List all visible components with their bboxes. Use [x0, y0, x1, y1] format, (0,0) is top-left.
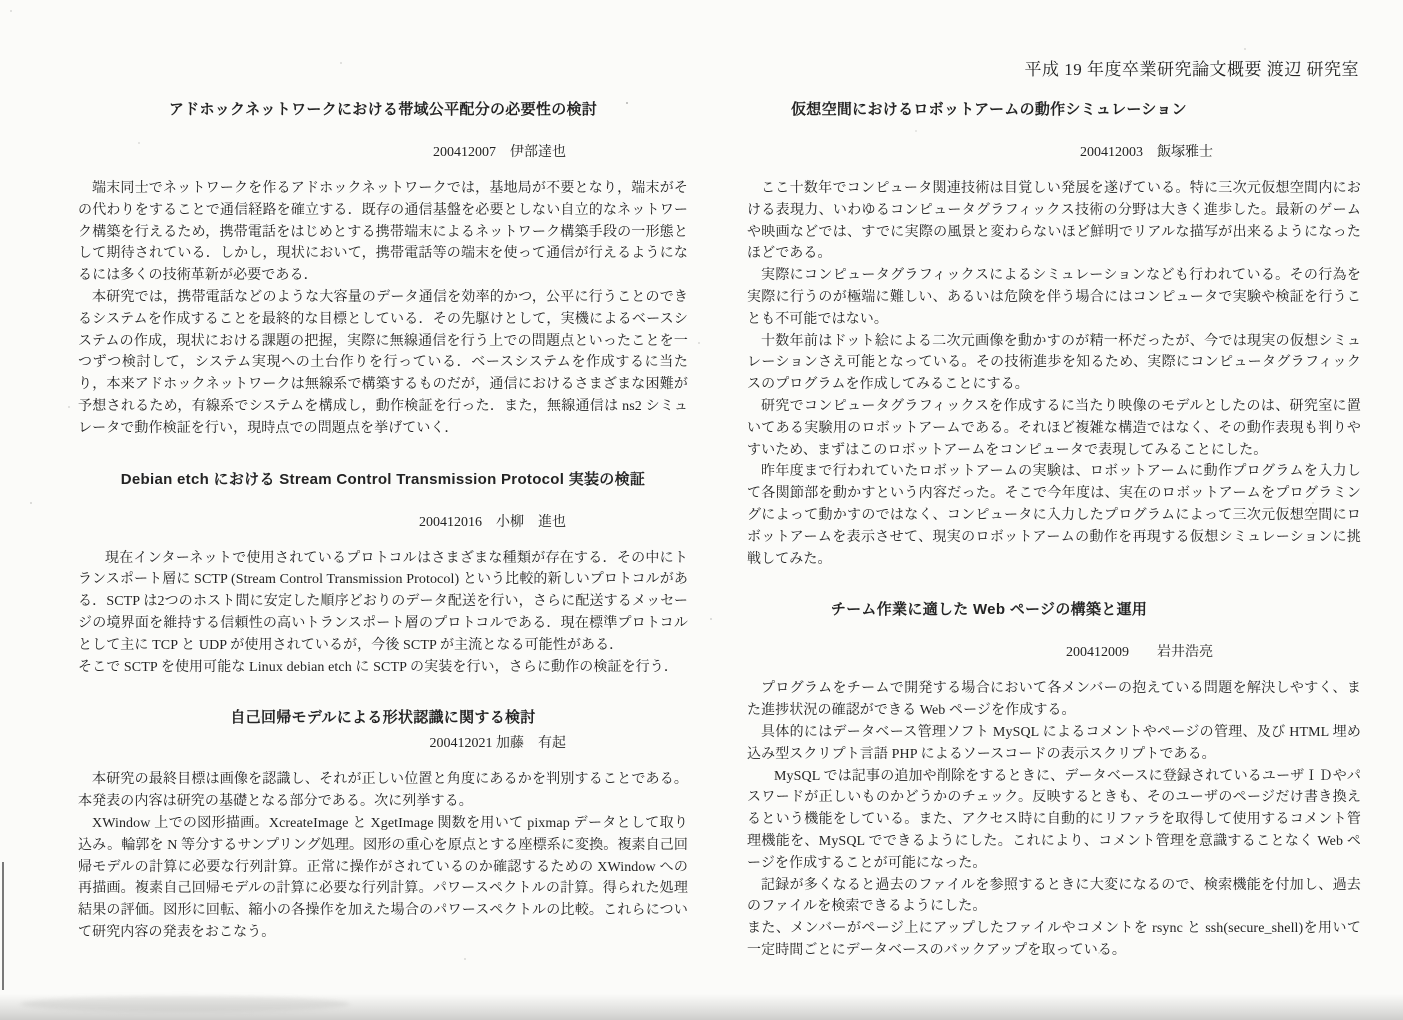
author-line: 200412021 加藤 有起 — [429, 736, 566, 752]
thesis-title: チーム作業に適した Web ページの構築と運用 — [830, 601, 1148, 619]
abstract-paragraph: また、メンバーがページ上にアップしたファイルやコメントを rsync と ssh(secure_shell)を用いて一定時間ごとにデータベースのバックアップを取っている。 — [747, 921, 1361, 958]
abstract-paragraph: 現在インターネットで使用されているプロトコルはさまざまな種類が存在する．その中にトランスポート層に SCTP (Stream Control Transmission Protocol) という比較的新しいプロトコルがある．SCTP は2つのホスト間に安定した順序どおりのデータ配送を行い，さらに配送するメッセージの境界面を維持する信頼性の高いトランスポート層のプロトコルである．現在標準プロトコルとして主に TCP と UDP が使用されているが，今後 SCTP が主流となる可能性がある． — [78, 550, 688, 653]
abstract-autoregressive-model — [78, 708, 688, 943]
abstract-body — [747, 178, 1361, 570]
abstract-body — [78, 548, 688, 679]
abstract-paragraph: そこで SCTP を使用可能な Linux debian etch に SCTP の実装を行い，さらに動作の検証を行う． — [78, 659, 678, 675]
abstract-adhoc-network — [78, 100, 688, 440]
thesis-title: アドホックネットワークにおける帯域公平配分の必要性の検討 — [168, 101, 598, 118]
abstract-paragraph: 記録が多くなると過去のファイルを参照するときに大変になるので、検索機能を付加し、過去のファイルを検索できるようにした。 — [747, 877, 1361, 915]
abstract-paragraph: 昨年度まで行われていたロボットアームの実験は、ロボットアームに動作プログラムを入力して各関節部を動かすという内容だった。そこで今年度は、実在のロボットアームをプログラミングによって動かすのではなく、コンピュータに入力したプログラムによって三次元仮想空間にロボットアームを表示させて、現実のロボットアームの動作を再現する仮想シミュレーションに挑戦してみた。 — [747, 464, 1361, 567]
abstract-paragraph: 研究でコンピュータグラフィックスを作成するに当たり映像のモデルとしたのは、研究室に置いてある実験用のロボットアームである。それほど複雑な構造ではなく、その動作表現も判りやすいため、まずはこのロボットアームをコンピュータで表現してみることにした。 — [747, 398, 1361, 458]
abstract-paragraph: 実際にコンピュータグラフィックスによるシミュレーションなども行われている。その行為を実際に行うのが極端に難しい、あるいは危険を伴う場合にはコンピュータで実験や検証を行うことも不可能ではない。 — [747, 268, 1362, 327]
abstract-robot-arm-simulation — [747, 100, 1361, 570]
abstract-paragraph: XWindow 上での図形描画。XcreateImage と XgetImage 関数を用いて pixmap データとして取り込み。輪郭を N 等分するサンプリング処理。図形の重心を原点とする座標系に変換。複素自己回帰モデルの計算に必要な行列計算。正常に操作がされているのか確認するための XWindow への再描画。複素自己回帰モデルの計算に必要な行列計算。パワースペクトルの計算。得られた処理結果の評価。図形に回転、縮小の各操作を加えた場合のパワースペクトルの比較。これらについて研究内容の発表をおこなう。 — [78, 815, 688, 940]
abstract-paragraph: 端末同士でネットワークを作るアドホックネットワークでは，基地局が不要となり，端末がその代わりをすることで通信経路を確立する．既存の通信基盤を必要としない自立的なネットワーク構築を行えるため，携帯電話をはじめとする携帯端末によるネットワーク構築手段の一形態として期待されている．しかし，現状において，携帯電話等の端末を使って通信が行えるようになるには多くの技術革新が必要である． — [78, 181, 688, 284]
thesis-title: 仮想空間におけるロボットアームの動作シミュレーション — [790, 101, 1187, 118]
author-line: 200412003 飯塚雅士 — [1080, 145, 1213, 160]
abstract-paragraph: 具体的にはデータベース管理ソフト MySQL によるコメントやページの管理、及び HTML 埋め込み型スクリプト言語 PHP によるソースコードの表示スクリプトである。 — [747, 724, 1361, 762]
abstract-paragraph: 本研究では，携帯電話などのような大容量のデータ通信を効率的かつ，公平に行うことのできるシステムを作成することを最終的な目標としている．その先駆けとして，実機によるベースシステムの作成，現状における課題の把握，実際に無線通信を行う上での問題点といったことを一つずつ検討して，システム実現への土台作りを行っている．ベースシステムを作成するに当たり，本来アドホックネットワークは無線系で構築するものだが，通信におけるさまざまな困難が予想されるため，有線系でシステムを構成し，動作検証を行った．また，無線通信は ns2 シミュレータで動作検証を行い，現時点での問題点を挙げていく． — [78, 289, 688, 436]
left-column — [78, 100, 688, 944]
abstract-body — [747, 678, 1361, 961]
thesis-title: Debian etch における Stream Control Transmission Protocol 実装の検証 — [120, 470, 646, 488]
page-header: 平成 19 年度卒業研究論文概要 渡辺 研究室 — [1024, 60, 1359, 79]
abstract-team-web-page — [747, 600, 1361, 961]
abstract-paragraph: 本研究の最終目標は画像を認識し、それが正しい位置と角度にあるかを判別することである。本発表の内容は研究の基礎となる部分である。次に列挙する。 — [78, 772, 688, 810]
abstract-sctp-debian — [78, 470, 688, 679]
abstract-body — [78, 769, 688, 943]
author-line: 200412016 小柳 進也 — [419, 514, 566, 530]
thesis-title: 自己回帰モデルによる形状認識に関する検討 — [230, 709, 536, 727]
abstract-body — [78, 178, 688, 440]
abstract-paragraph: MySQL では記事の追加や削除をするときに、データベースに登録されているユーザＩＤやパスワードが正しいものかどうかのチェック。反映するときも、そのユーザのページだけ書き換えるという機能をしている。また、アクセス時に自動的にリファラを取得して使用するコメント管理機能を、MySQL でできるようにした。これにより、コメント管理を意識することなく Web ページを作成することが可能になった。 — [747, 768, 1361, 871]
right-column — [747, 100, 1361, 962]
scan-bottom-shadow — [0, 994, 1403, 1020]
author-line: 200412007 伊部達也 — [433, 145, 566, 160]
scan-edge-artifact — [2, 862, 4, 990]
scan-noise-specks — [10, 10, 12, 12]
abstract-paragraph: ここ十数年でコンピュータ関連技術は目覚しい発展を遂げている。特に三次元仮想空間内における表現力、いわゆるコンピュータグラフィックス技術の分野は大きく進歩した。最新のゲームや映画などでは、すでに実際の風景と変わらないほど鮮明でリアルな描写が出来るようになったほどである。 — [747, 181, 1361, 262]
abstract-paragraph: プログラムをチームで開発する場合において各メンバーの抱えている問題を解決しやすく、また進捗状況の確認ができる Web ページを作成する。 — [747, 681, 1361, 719]
abstract-paragraph: 十数年前はドット絵による二次元画像を動かすのが精一杯だったが、今では現実の仮想シミュレーションさえ可能となっている。その技術進歩を知るため、実際にコンピュータグラフィックスのプログラムを作成してみることにする。 — [747, 333, 1361, 393]
author-line: 200412009 岩井浩亮 — [1066, 645, 1213, 661]
